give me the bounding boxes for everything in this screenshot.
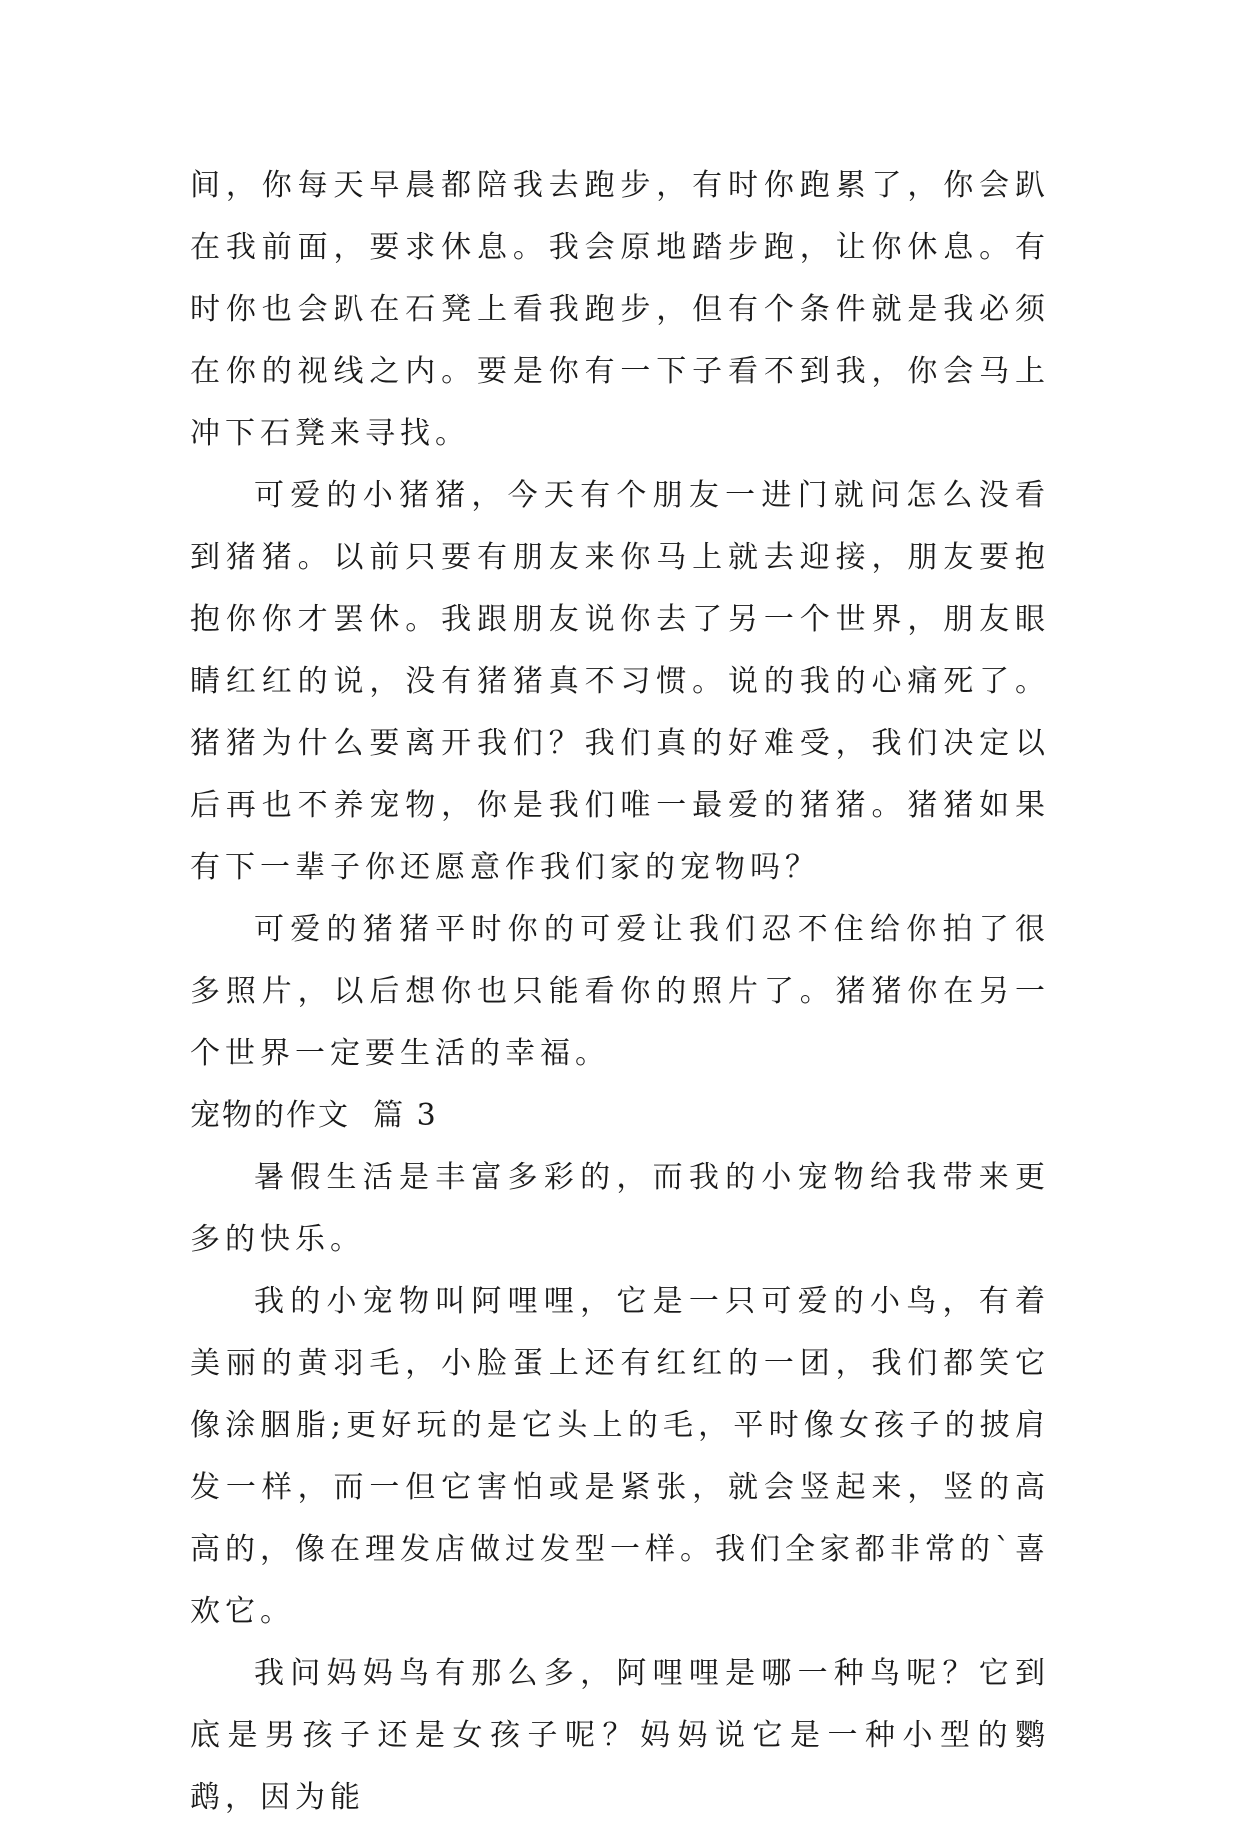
section-paragraph-3: 我问妈妈鸟有那么多，阿哩哩是哪一种鸟呢？它到底是男孩子还是女孩子呢？妈妈说它是一种小型的鹦鹉，因为能 xyxy=(190,1656,1050,1815)
paragraph-1: 间，你每天早晨都陪我去跑步，有时你跑累了，你会趴在我前面，要求休息。我会原地踏步跑，让你休息。有时你也会趴在石凳上看我跑步，但有个条件就是我必须在你的视线之内。要是你有一下子看不到我，你会马上冲下石凳来寻找。 xyxy=(190,168,1050,451)
section-paragraph-2: 我的小宠物叫阿哩哩，它是一只可爱的小鸟，有着美丽的黄羽毛，小脸蛋上还有红红的一团，我们都笑它像涂胭脂;更好玩的是它头上的毛，平时像女孩子的披肩发一样，而一但它害怕或是紧张，就会竖起来，竖的高高的，像在理发店做过发型一样。我们全家都非常的`喜欢它。 xyxy=(190,1284,1050,1629)
paragraph-3: 可爱的猪猪平时你的可爱让我们忍不住给你拍了很多照片，以后想你也只能看你的照片了。猪猪你在另一个世界一定要生活的幸福。 xyxy=(190,912,1050,1071)
document-body xyxy=(190,155,1050,1829)
section-title: 宠物的作文 篇 3 xyxy=(190,1098,438,1133)
paragraph-2: 可爱的小猪猪，今天有个朋友一进门就问怎么没看到猪猪。以前只要有朋友来你马上就去迎接，朋友要抱抱你你才罢休。我跟朋友说你去了另一个世界，朋友眼睛红红的说，没有猪猪真不习惯。说的我的心痛死了。猪猪为什么要离开我们？我们真的好难受，我们决定以后再也不养宠物，你是我们唯一最爱的猪猪。猪猪如果有下一辈子你还愿意作我们家的宠物吗？ xyxy=(190,478,1050,885)
section-paragraph-1: 暑假生活是丰富多彩的，而我的小宠物给我带来更多的快乐。 xyxy=(190,1160,1050,1257)
